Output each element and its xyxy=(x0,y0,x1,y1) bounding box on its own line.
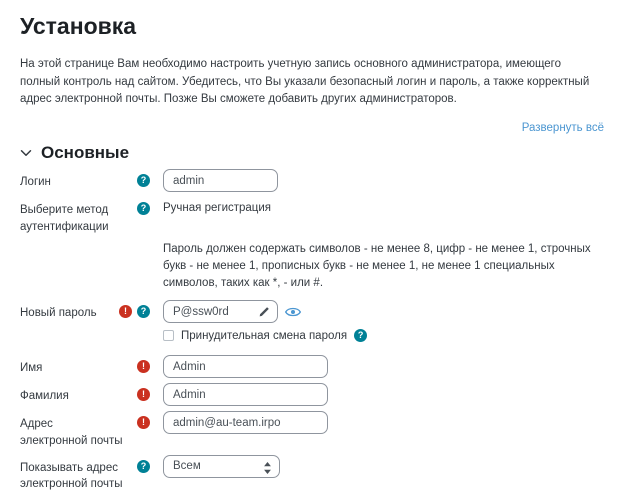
force-change-label: Принудительная смена пароля xyxy=(181,329,348,342)
last-name-input[interactable] xyxy=(163,383,328,406)
last-name-label: Фамилия xyxy=(20,390,69,403)
page-title: Установка xyxy=(20,13,137,39)
new-password-icons xyxy=(123,300,163,318)
expand-all-link[interactable]: Развернуть всё xyxy=(521,122,604,135)
required-icon: ! xyxy=(137,388,150,401)
email-display-select-wrap xyxy=(163,455,280,478)
expand-all-row xyxy=(20,122,604,134)
help-icon[interactable]: ? xyxy=(137,174,150,187)
row-force-password-change xyxy=(163,329,604,342)
chevron-down-icon[interactable] xyxy=(20,147,32,159)
required-icon: ! xyxy=(119,305,132,318)
login-input[interactable] xyxy=(163,169,278,192)
page xyxy=(0,12,624,493)
row-last-name xyxy=(20,383,604,406)
login-icons xyxy=(123,169,163,187)
first-name-label: Имя xyxy=(20,362,43,375)
force-change-checkbox[interactable] xyxy=(163,330,174,341)
auth-method-icons xyxy=(123,197,163,215)
eye-icon[interactable] xyxy=(285,304,301,320)
section-title: Основные xyxy=(41,143,130,163)
help-icon[interactable]: ? xyxy=(137,460,150,473)
section-header-general[interactable] xyxy=(20,143,604,163)
email-display-select[interactable] xyxy=(163,455,280,478)
required-icon: ! xyxy=(137,416,150,429)
row-auth-method xyxy=(20,197,604,235)
email-input[interactable] xyxy=(163,411,328,434)
email-display-label: Показывать адрес электронной почты xyxy=(20,461,123,491)
help-icon[interactable]: ? xyxy=(137,202,150,215)
new-password-label: Новый пароль xyxy=(20,307,97,320)
email-label: Адрес электронной почты xyxy=(20,418,123,447)
admin-account-form xyxy=(20,169,604,493)
first-name-icons xyxy=(123,355,163,373)
auth-method-label: Выберите метод аутентификации xyxy=(20,204,109,233)
password-field-wrap xyxy=(163,300,278,323)
row-email-display xyxy=(20,455,604,493)
login-label: Логин xyxy=(20,176,51,189)
row-new-password xyxy=(20,300,604,323)
row-first-name xyxy=(20,355,604,378)
row-email xyxy=(20,411,604,449)
row-login xyxy=(20,169,604,192)
password-policy-text: Пароль должен содержать символов - не менее 8, цифр - не менее 1, строчных букв - не менее 1, прописных букв - не менее 1, не менее 1 специальных символов, таких как *, - или #. xyxy=(163,242,591,290)
email-display-icons xyxy=(123,455,163,473)
help-icon[interactable]: ? xyxy=(354,329,367,342)
auth-method-value: Ручная регистрация xyxy=(163,202,272,215)
help-icon[interactable]: ? xyxy=(137,305,150,318)
required-icon: ! xyxy=(137,360,150,373)
intro-text: На этой странице Вам необходимо настроить учетную запись основного администратора, имеющего полный контроль над сайтом. Убедитесь, что Вы указали безопасный логин и пароль, а также корректный адрес электронной почты. Позже Вы сможете добавить других администраторов. xyxy=(20,57,590,106)
last-name-icons xyxy=(123,383,163,401)
pencil-icon[interactable] xyxy=(258,305,270,317)
first-name-input[interactable] xyxy=(163,355,328,378)
